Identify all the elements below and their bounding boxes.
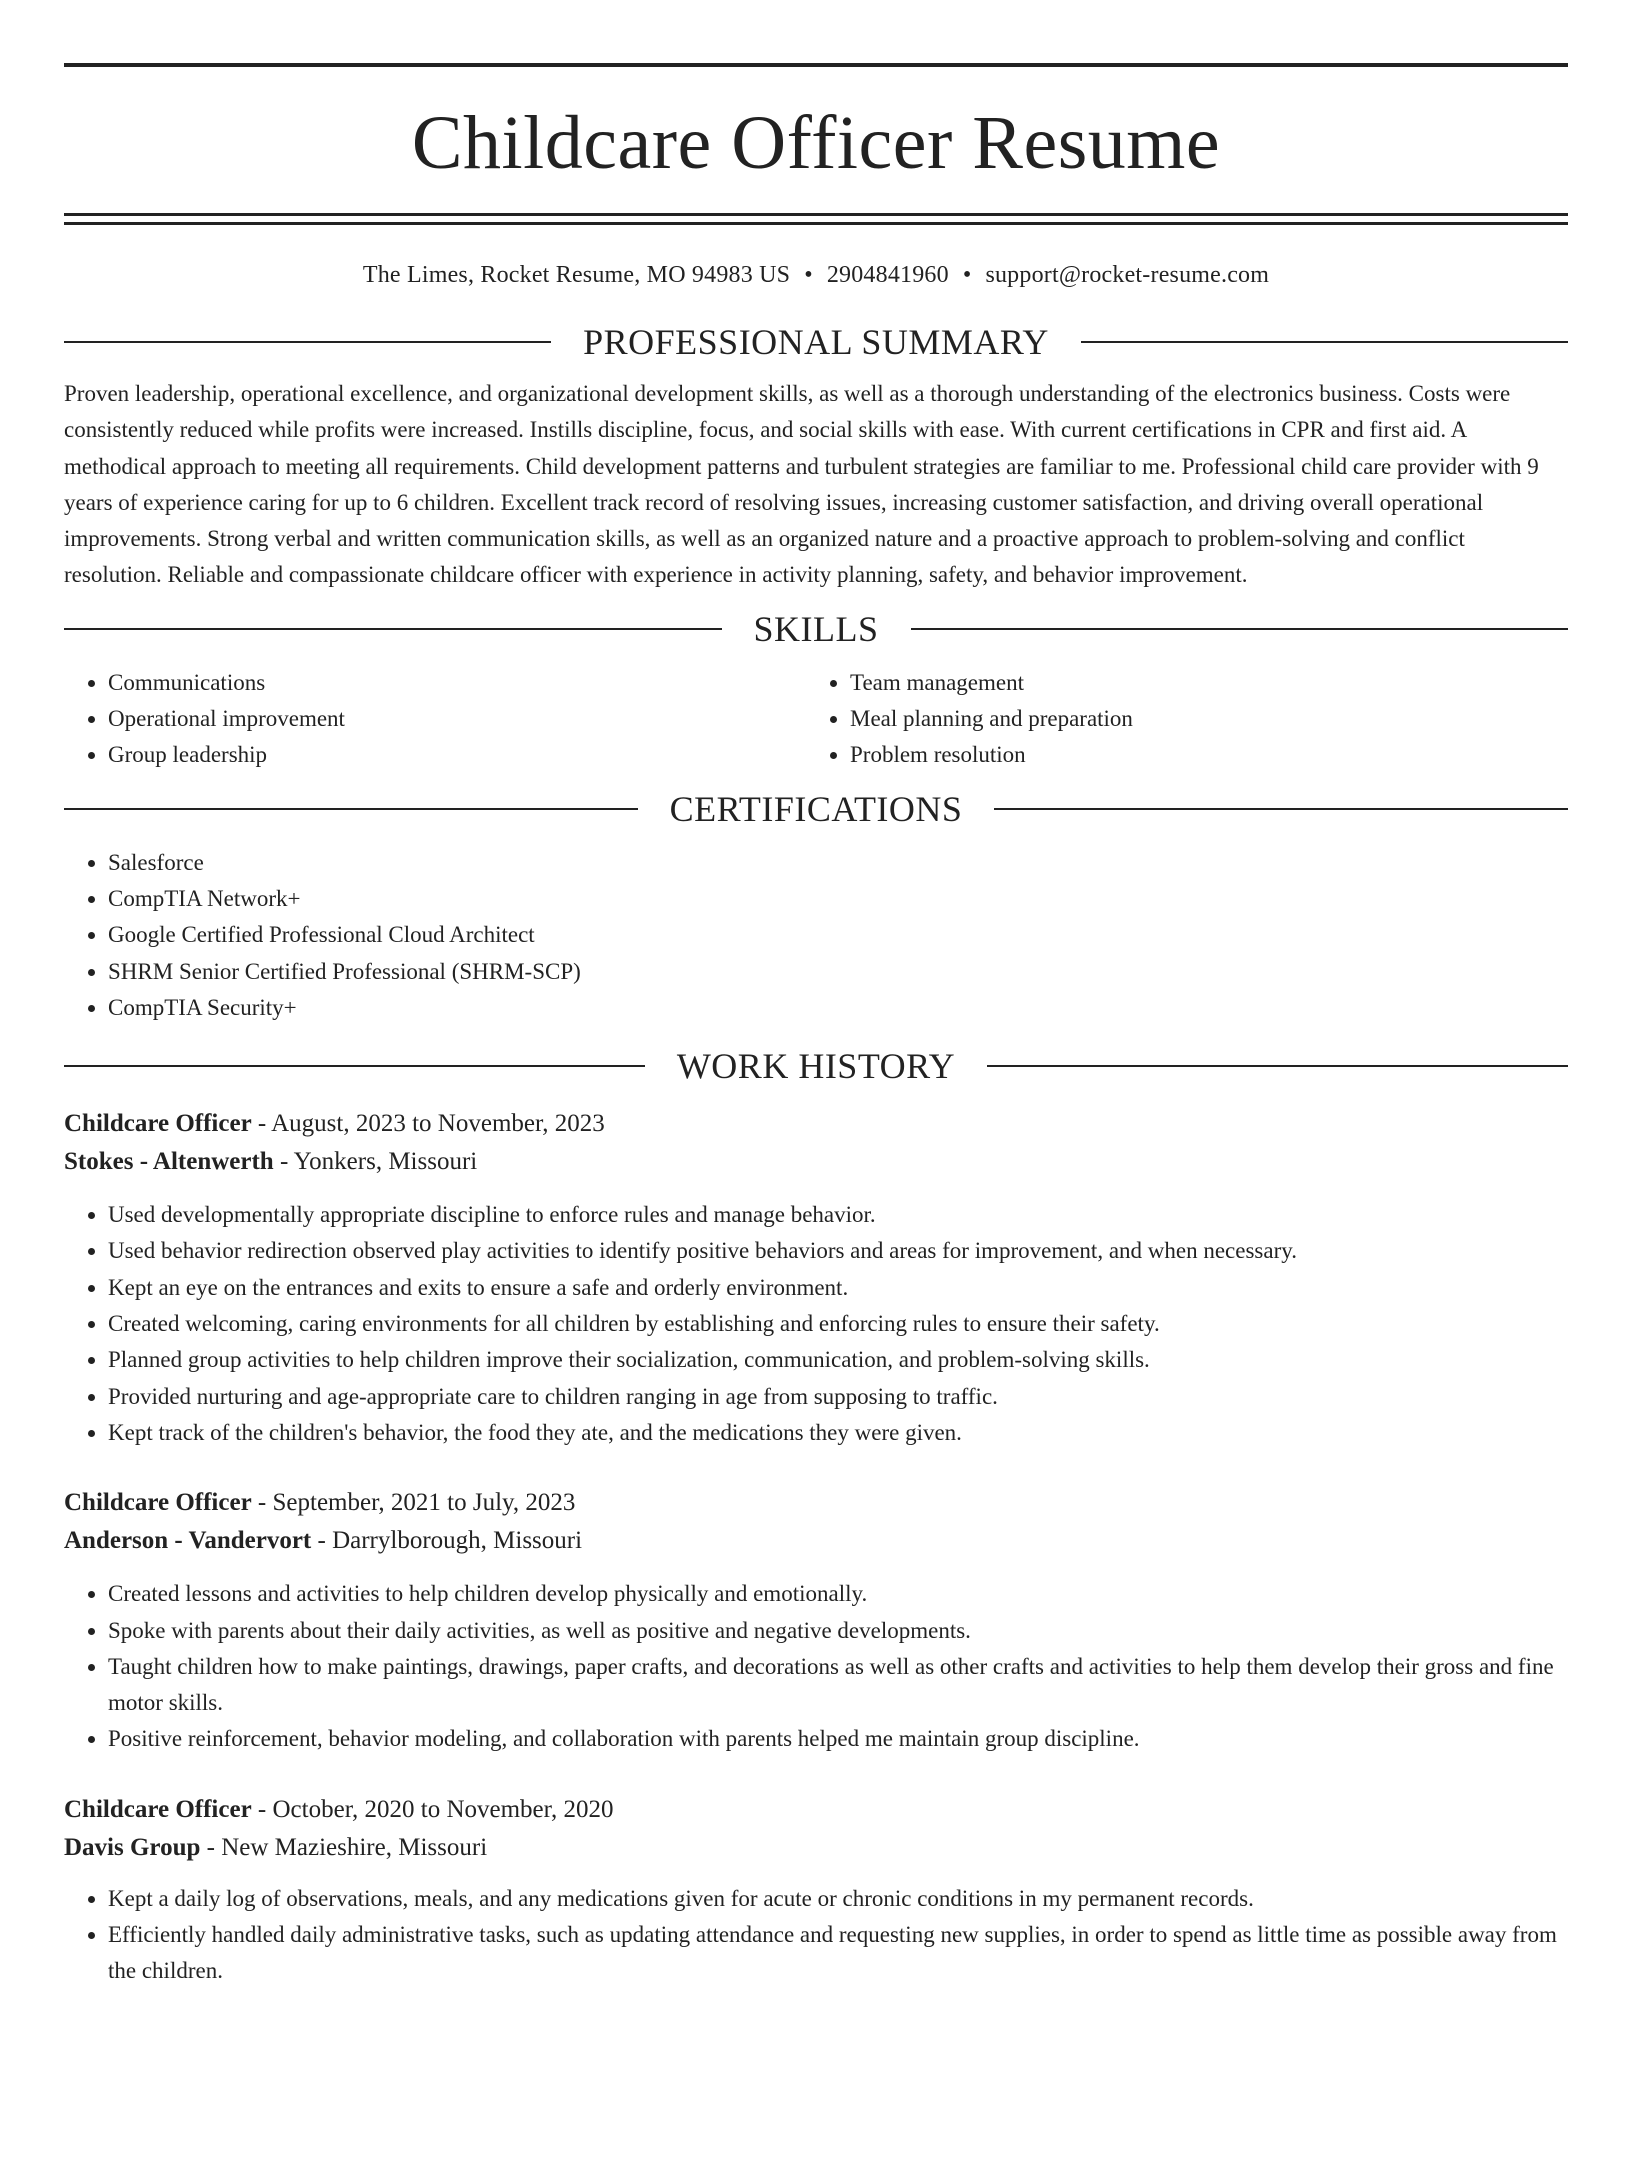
job-location: - Yonkers, Missouri	[273, 1148, 478, 1176]
job-company-line	[64, 1829, 1568, 1867]
job-entry	[64, 1791, 1568, 1990]
job-duty-item: • Kept track of the children's behavior, the food they ate, and the medications they were given.	[108, 1415, 1568, 1451]
job-duty-item: • Taught children how to make paintings, drawings, paper crafts, and decorations as well as other crafts and activities to help them develop their gross and fine motor skills.	[108, 1649, 1568, 1722]
job-dates: - September, 2021 to July, 2023	[251, 1489, 576, 1517]
section-heading-certifications	[64, 789, 1568, 829]
section-title: WORK HISTORY	[676, 1046, 956, 1087]
job-company: Stokes - Altenwerth	[64, 1148, 274, 1176]
section-heading-work-history	[64, 1046, 1568, 1086]
job-duty-item: • Kept an eye on the entrances and exits to ensure a safe and orderly environment.	[108, 1270, 1568, 1306]
job-company-line	[64, 1143, 1568, 1181]
section-heading-skills	[64, 609, 1568, 649]
job-title-line	[64, 1105, 1568, 1143]
job-duty-item: • Efficiently handled daily administrative tasks, such as updating attendance and requesting new supplies, in order to spend as little time as possible away from the children.	[108, 1917, 1568, 1990]
certification-item: • CompTIA Network+	[108, 881, 1568, 917]
heading-rule	[987, 1065, 1568, 1067]
certification-item: • Google Certified Professional Cloud Architect	[108, 917, 1568, 953]
skill-item: • Team management	[850, 665, 1548, 701]
job-duty-item: • Provided nurturing and age-appropriate care to children ranging in age from supposing to traffic.	[108, 1379, 1568, 1415]
job-title: Childcare Officer	[64, 1110, 252, 1138]
job-duty-item: • Planned group activities to help children improve their socialization, communication, and problem-solving skills.	[108, 1342, 1568, 1378]
heading-rule	[911, 628, 1569, 630]
contact-email: support@rocket-resume.com	[985, 262, 1270, 288]
job-duties-list	[64, 1881, 1568, 1990]
skills-right-list	[806, 665, 1548, 774]
resume-title: Childcare Officer Resume	[411, 101, 1221, 185]
job-title-line	[64, 1791, 1568, 1829]
summary-text: Proven leadership, operational excellence, and organizational development skills, as well as a thorough understanding of the electronics business. Costs were consistently reduced while profits were increased. Instills discipline, focus, and social skills with ease. With current certifications in CPR and first aid. A methodical approach to meeting all requirements. Child development patterns and turbulent strategies are familiar to me. Professional child care provider with 9 years of experience caring for up to 6 children. Excellent track record of resolving issues, increasing customer satisfaction, and driving overall operational improvements. Strong verbal and written communication skills, as well as an organized nature and a proactive approach to problem-solving and conflict resolution. Reliable and compassionate childcare officer with experience in activity planning, safety, and behavior improvement.	[64, 381, 1539, 588]
job-company-line	[64, 1522, 1568, 1560]
job-dates: - August, 2023 to November, 2023	[251, 1110, 605, 1138]
job-dates: - October, 2020 to November, 2020	[251, 1795, 614, 1823]
job-company: Davis Group	[64, 1833, 201, 1861]
job-duties-list	[64, 1576, 1568, 1757]
top-rule	[64, 63, 1568, 67]
job-duty-item: • Created lessons and activities to help children develop physically and emotionally.	[108, 1576, 1568, 1612]
skills-list	[64, 665, 1568, 774]
section-title: CERTIFICATIONS	[669, 788, 963, 829]
skills-column-right	[806, 665, 1548, 774]
section-heading-summary	[64, 322, 1568, 362]
job-title-line	[64, 1484, 1568, 1522]
heading-rule	[64, 628, 722, 630]
contact-separator: •	[804, 262, 813, 288]
heading-rule	[994, 808, 1568, 810]
job-company: Anderson - Vandervort	[64, 1527, 312, 1555]
title-double-rule	[64, 213, 1568, 225]
job-duty-item: • Spoke with parents about their daily activities, as well as positive and negative developments.	[108, 1613, 1568, 1649]
certifications-list	[64, 845, 1568, 1026]
job-location: - New Mazieshire, Missouri	[200, 1833, 488, 1861]
skill-item: • Problem resolution	[850, 737, 1548, 773]
skills-column-left	[64, 665, 806, 774]
skill-item: • Communications	[108, 665, 806, 701]
job-duty-item: • Used behavior redirection observed play activities to identify positive behaviors and areas for improvement, and when necessary.	[108, 1233, 1568, 1269]
section-title: PROFESSIONAL SUMMARY	[583, 322, 1049, 362]
job-duty-item: • Kept a daily log of observations, meals, and any medications given for acute or chronic conditions in my permanent records.	[108, 1881, 1568, 1917]
job-location: - Darrylborough, Missouri	[311, 1527, 583, 1555]
heading-rule	[64, 1065, 645, 1067]
job-duty-item: • Created welcoming, caring environments for all children by establishing and enforcing rules to ensure their safety.	[108, 1306, 1568, 1342]
skill-item: • Operational improvement	[108, 701, 806, 737]
certification-item: • Salesforce	[108, 845, 1568, 881]
job-title: Childcare Officer	[64, 1489, 252, 1517]
job-duty-item: • Positive reinforcement, behavior modeling, and collaboration with parents helped me maintain group discipline.	[108, 1721, 1568, 1757]
job-title: Childcare Officer	[64, 1795, 252, 1823]
resume-page	[0, 63, 1632, 2175]
skills-left-list	[64, 665, 806, 774]
skill-item: • Group leadership	[108, 737, 806, 773]
job-duty-item: • Used developmentally appropriate discipline to enforce rules and manage behavior.	[108, 1197, 1568, 1233]
contact-line	[64, 260, 1568, 290]
heading-rule	[64, 808, 638, 810]
contact-address: The Limes, Rocket Resume, MO 94983 US	[362, 262, 791, 288]
job-duties-list	[64, 1197, 1568, 1451]
section-title: SKILLS	[753, 608, 879, 649]
heading-rule	[64, 341, 551, 343]
job-entry	[64, 1484, 1568, 1757]
certification-item: • CompTIA Security+	[108, 990, 1568, 1026]
heading-rule	[1081, 341, 1568, 343]
job-entry	[64, 1105, 1568, 1451]
contact-separator: •	[962, 262, 972, 288]
skill-item: • Meal planning and preparation	[850, 701, 1548, 737]
certification-item: • SHRM Senior Certified Professional (SHRM-SCP)	[108, 954, 1568, 990]
contact-phone: 2904841960	[826, 262, 949, 288]
